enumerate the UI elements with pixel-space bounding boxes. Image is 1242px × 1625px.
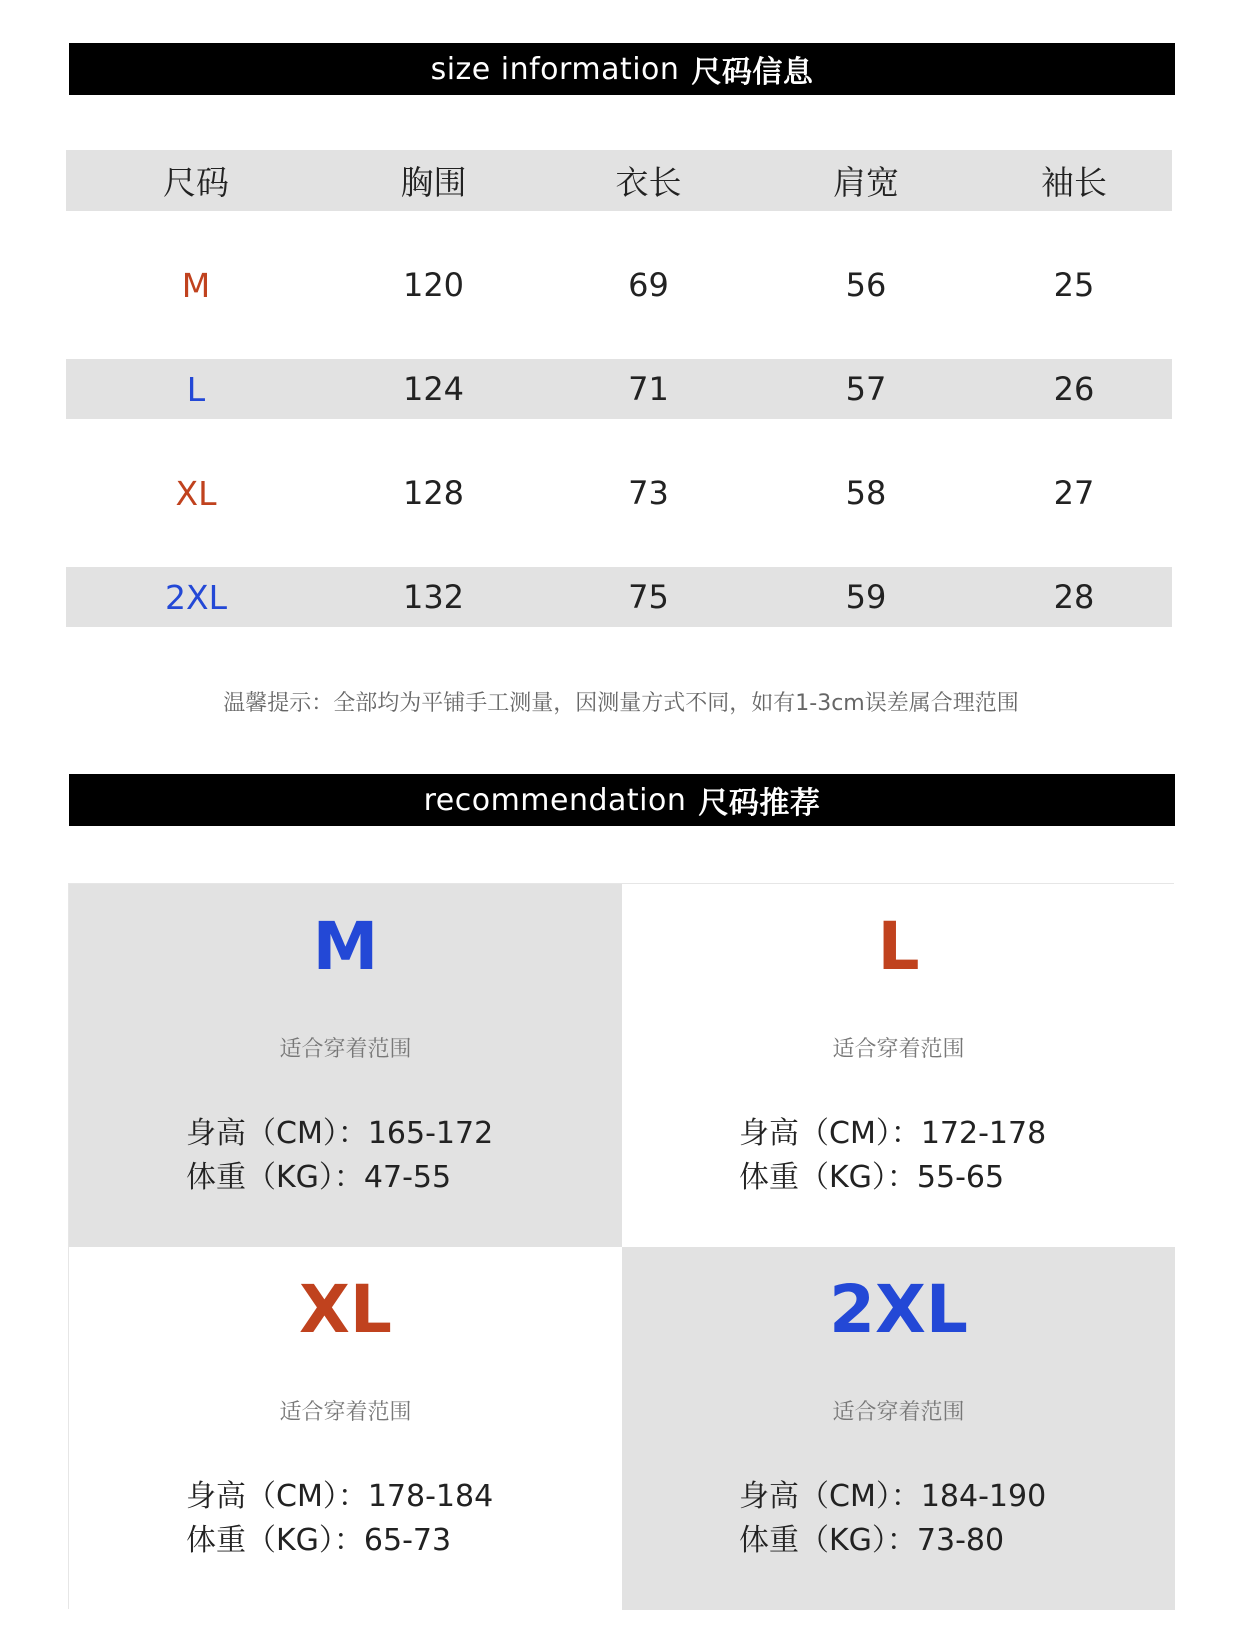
- height-range: 身高（CM）：165-172: [186, 1116, 494, 1151]
- header-chest: 胸围: [400, 163, 467, 202]
- size-cell: 2XL: [165, 577, 227, 617]
- recommendation-card-xl: [69, 1247, 622, 1610]
- size-cell: M: [181, 265, 211, 305]
- range-label: 适合穿着范围: [832, 1037, 965, 1062]
- header-size: 尺码: [163, 163, 229, 202]
- length-cell: 71: [628, 370, 669, 408]
- weight-range: 体重（KG）：55-65: [739, 1160, 1005, 1195]
- shoulder-cell: 56: [845, 266, 887, 304]
- banner-title-zh: 尺码信息: [691, 55, 814, 90]
- shoulder-cell: 58: [845, 474, 887, 512]
- sleeve-cell: 27: [1053, 474, 1095, 512]
- table-row: [66, 359, 1172, 419]
- recommendation-size: XL: [299, 1271, 392, 1348]
- table-row: [66, 255, 1172, 315]
- recommendation-card-2xl: [622, 1247, 1175, 1610]
- weight-range: 体重（KG）：65-73: [186, 1523, 452, 1558]
- sleeve-cell: 25: [1053, 266, 1095, 304]
- recommendation-size: M: [312, 908, 379, 985]
- sleeve-cell: 26: [1053, 370, 1095, 408]
- shoulder-cell: 57: [845, 370, 887, 408]
- chest-cell: 132: [402, 578, 465, 616]
- chest-cell: 124: [402, 370, 465, 408]
- banner-title-en: recommendation: [423, 782, 687, 818]
- header-shoulder: 肩宽: [833, 163, 899, 202]
- recommendation-banner: [69, 774, 1175, 826]
- recommendation-card-m: [69, 884, 622, 1247]
- sleeve-cell: 28: [1053, 578, 1095, 616]
- banner-title-zh: 尺码推荐: [698, 786, 821, 821]
- recommendation-card-l: [622, 884, 1175, 1247]
- range-label: 适合穿着范围: [279, 1400, 412, 1425]
- size-table-header: [66, 150, 1172, 211]
- height-range: 身高（CM）：178-184: [186, 1479, 494, 1514]
- length-cell: 75: [628, 578, 669, 616]
- recommendation-size: 2XL: [829, 1271, 968, 1348]
- size-table: [66, 150, 1172, 627]
- size-cell: L: [186, 369, 206, 409]
- weight-range: 体重（KG）：73-80: [739, 1523, 1005, 1558]
- height-range: 身高（CM）：172-178: [739, 1116, 1047, 1151]
- header-sleeve: 袖长: [1041, 163, 1107, 202]
- header-length: 衣长: [615, 163, 682, 202]
- chest-cell: 120: [402, 266, 465, 304]
- recommendation-size: L: [877, 908, 920, 985]
- banner-title-en: size information: [430, 51, 680, 87]
- length-cell: 73: [628, 474, 669, 512]
- height-range: 身高（CM）：184-190: [739, 1479, 1047, 1514]
- range-label: 适合穿着范围: [832, 1400, 965, 1425]
- table-row: [66, 463, 1172, 523]
- shoulder-cell: 59: [845, 578, 887, 616]
- recommendation-grid: [68, 883, 1174, 1609]
- table-row: [66, 567, 1172, 627]
- size-cell: XL: [175, 473, 217, 513]
- weight-range: 体重（KG）：47-55: [186, 1160, 452, 1195]
- chest-cell: 128: [402, 474, 465, 512]
- length-cell: 69: [628, 266, 669, 304]
- size-information-banner: [69, 43, 1175, 95]
- measurement-tip: 温馨提示：全部均为平铺手工测量，因测量方式不同，如有1-3cm误差属合理范围: [223, 691, 1019, 716]
- range-label: 适合穿着范围: [279, 1037, 412, 1062]
